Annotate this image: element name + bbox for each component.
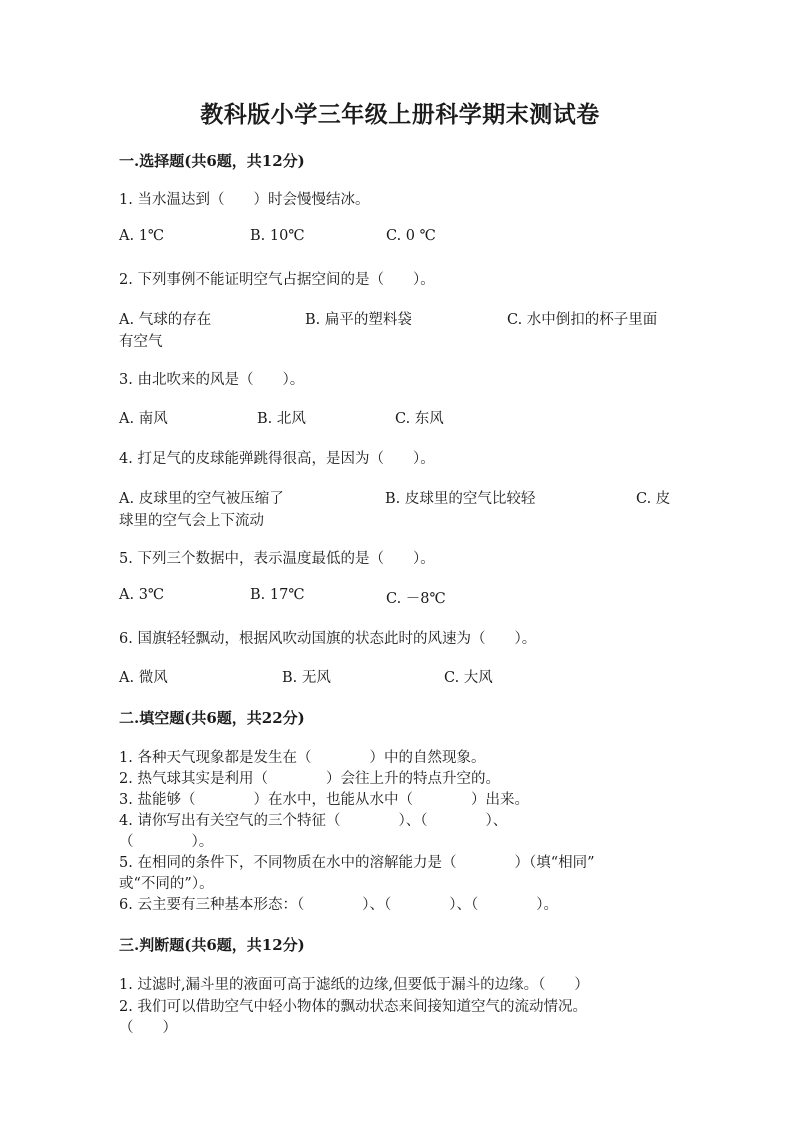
section-heading-judge: 三.判断题(共6题，共12分) (119, 936, 305, 954)
question-3-option-a: A. 南风 (119, 411, 168, 427)
question-1-option-a: A. 1℃ (119, 228, 165, 244)
fill-line-2: 2. 热气球其实是利用（ ）会往上升的特点升空的。 (119, 771, 500, 787)
question-2-option-c-continued: 有空气 (119, 334, 163, 350)
question-4-option-b: B. 皮球里的空气比较轻 (385, 491, 536, 507)
fill-line-5-continued: 或“不同的”）。 (119, 876, 214, 892)
question-6-option-a: A. 微风 (119, 670, 168, 686)
question-2-option-b: B. 扁平的塑料袋 (305, 312, 412, 328)
question-5-option-c: C. －8℃ (386, 591, 446, 607)
question-4-option-c-continued: 球里的空气会上下流动 (119, 513, 264, 529)
fill-line-1: 1. 各种天气现象都是发生在（ ）中的自然现象。 (119, 750, 486, 766)
judge-line-1: 1. 过滤时,漏斗里的液面可高于滤纸的边缘,但要低于漏斗的边缘。（ ） (119, 977, 589, 993)
question-1-option-c: C. 0 ℃ (386, 228, 436, 244)
fill-line-4: 4. 请你写出有关空气的三个特征（ ）、（ ）、 (119, 813, 508, 829)
question-5-option-b: B. 17℃ (250, 587, 305, 603)
question-3-option-c: C. 东风 (395, 411, 444, 427)
question-3-stem: 3. 由北吹来的风是（ ）。 (119, 372, 305, 388)
fill-line-3: 3. 盐能够（ ）在水中，也能从水中（ ）出来。 (119, 792, 529, 808)
question-5-option-a: A. 3℃ (119, 587, 165, 603)
question-1-option-b: B. 10℃ (250, 228, 305, 244)
section-heading-fill: 二.填空题(共6题，共22分) (119, 709, 305, 727)
judge-line-2-continued: （ ） (119, 1020, 177, 1036)
question-4-option-c: C. 皮 (636, 491, 671, 507)
question-1-stem: 1. 当水温达到（ ）时会慢慢结冰。 (119, 192, 370, 208)
question-2-stem: 2. 下列事例不能证明空气占据空间的是（ ）。 (119, 272, 435, 288)
fill-line-6: 6. 云主要有三种基本形态：（ ）、（ ）、（ ）。 (119, 897, 558, 913)
fill-line-4-continued: （ ）。 (119, 834, 214, 850)
fill-line-5: 5. 在相同的条件下，不同物质在水中的溶解能力是（ ）（填“相同” (119, 855, 595, 871)
question-2-option-c: C. 水中倒扣的杯子里面 (507, 312, 658, 328)
section-heading-choice: 一.选择题(共6题，共12分) (119, 152, 305, 170)
question-5-stem: 5. 下列三个数据中，表示温度最低的是（ ）。 (119, 551, 435, 567)
question-6-option-c: C. 大风 (444, 670, 493, 686)
question-2-option-a: A. 气球的存在 (119, 312, 212, 328)
page-title: 教科版小学三年级上册科学期末测试卷 (200, 101, 600, 128)
question-4-stem: 4. 打足气的皮球能弹跳得很高，是因为（ ）。 (119, 451, 435, 467)
question-4-option-a: A. 皮球里的空气被压缩了 (119, 491, 284, 507)
question-3-option-b: B. 北风 (257, 411, 306, 427)
question-6-stem: 6. 国旗轻轻飘动，根据风吹动国旗的状态此时的风速为（ ）。 (119, 631, 537, 647)
question-6-option-b: B. 无风 (282, 670, 331, 686)
judge-line-2: 2. 我们可以借助空气中轻小物体的飘动状态来间接知道空气的流动情况。 (119, 999, 587, 1015)
